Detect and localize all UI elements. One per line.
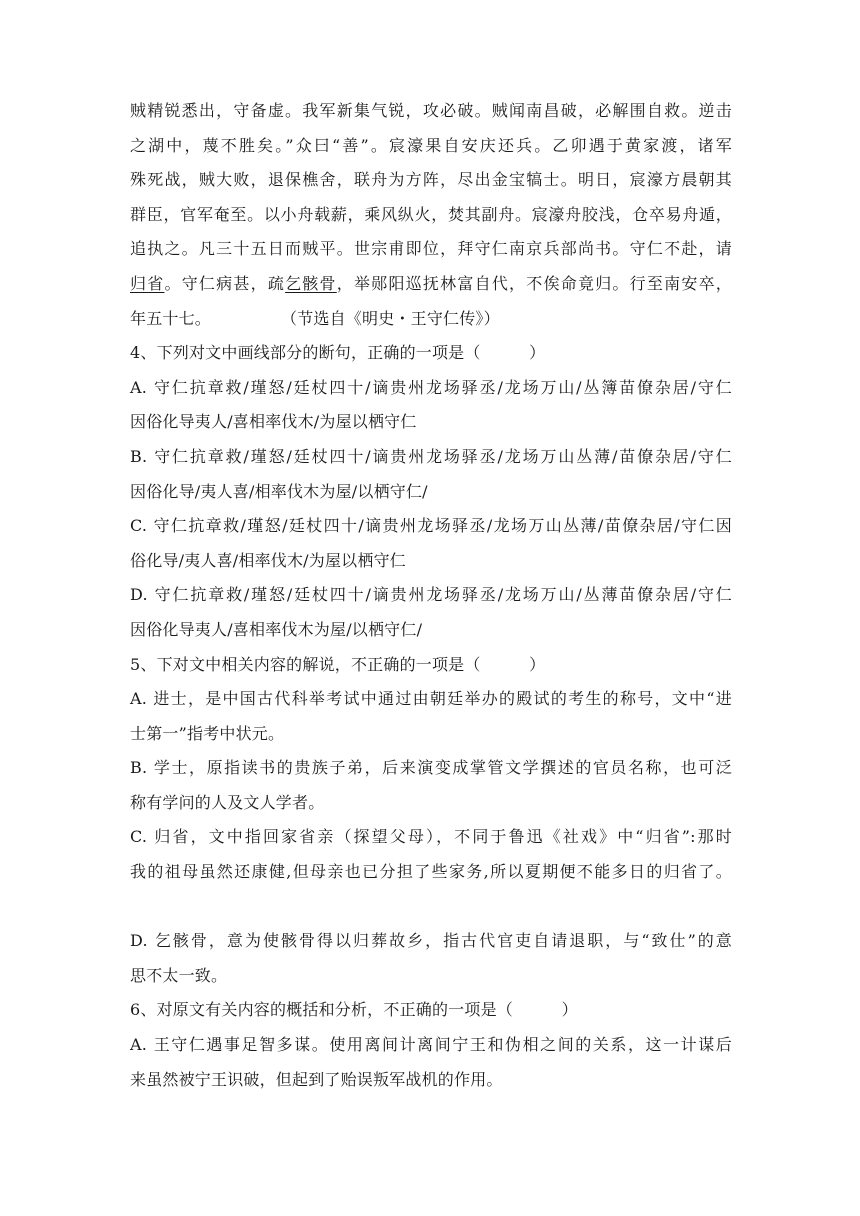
- option-a-cont: 因俗化导夷人/喜相率伐木/为屋以栖守仁: [130, 412, 417, 432]
- passage-text: ，举郧阳巡抚林富自代，不俟命竟归。行至南安卒，: [336, 273, 732, 293]
- option-d-cont: 因俗化导夷人/喜相率伐木为屋/以栖守仁/: [130, 619, 423, 639]
- option-c: C. 归省，文中指回家省亲（探望父母），不同于鲁迅《社戏》中“归省”:那时: [130, 827, 732, 847]
- option-d: D. 乞骸骨，意为使骸骨得以归葬故乡，指古代官吏自请退职，与“致仕”的意: [130, 931, 732, 951]
- passage-line: 贼精锐悉出，守备虚。我军新集气锐，攻必破。贼闻南昌破，必解围自救。逆击: [130, 101, 732, 120]
- underlined-term: 归省: [130, 273, 165, 293]
- blank-line: [130, 890, 732, 925]
- option-a: A. 进士，是中国古代科举考试中通过由朝廷举办的殿试的考生的称号，文中“进: [130, 689, 732, 709]
- passage-line: 追执之。凡三十五日而贼平。世宗甫即位，拜守仁南京兵部尚书。守仁不赴，请: [130, 239, 732, 259]
- question-5-stem: 5、下对文中相关内容的解说，不正确的一项是（ ）: [130, 654, 546, 674]
- underlined-term: 乞骸骨: [285, 273, 337, 293]
- document-page: [130, 94, 732, 1097]
- option-d: D. 守仁抗章救/瑾怒/廷杖四十/谪贵州龙场驿丞/龙场万山/丛薄苗僚杂居/守仁: [130, 585, 732, 605]
- passage-line: [130, 302, 732, 337]
- option-b-cont: 因俗化导/夷人喜/相率伐木为屋/以栖守仁/: [130, 481, 428, 501]
- option-d-cont: 思不太一致。: [130, 965, 228, 985]
- passage-text: 年五十七。: [130, 308, 212, 328]
- question-6-stem: 6、对原文有关内容的概括和分析，不正确的一项是（ ）: [130, 1000, 578, 1020]
- passage-line: [130, 267, 732, 302]
- option-b: B. 守仁抗章救/瑾怒/廷杖四十/谪贵州龙场驿丞/龙场万山丛薄/苗僚杂居/守仁: [130, 446, 732, 466]
- option-b: B. 学士，原指读书的贵族子弟，后来演变成掌管文学撰述的官员名称，也可泛: [130, 758, 732, 778]
- option-a: A. 守仁抗章救/瑾怒/廷杖四十/谪贵州龙场驿丞/龙场万山/丛簿苗僚杂居/守仁: [130, 377, 732, 397]
- passage-line: 之湖中，蔑不胜矣。”众曰“善”。宸濠果自安庆还兵。乙卯遇于黄家渡，诸军: [130, 135, 732, 155]
- option-a: A. 王守仁遇事足智多谋。使用离间计离间宁王和伪相之间的关系，这一计谋后: [130, 1035, 732, 1055]
- source-citation: （节选自《明史・王守仁传》）: [281, 308, 500, 328]
- option-a-cont: 来虽然被宁王识破，但起到了贻误叛军战机的作用。: [130, 1069, 503, 1089]
- passage-line: 殊死战，贼大败，退保樵舍，联舟为方阵，尽出金宝犒士。明日，宸濠方晨朝其: [130, 170, 732, 190]
- option-c-cont: 我的祖母虽然还康健,但母亲也已分担了些家务,所以夏期便不能多日的归省了。: [130, 862, 732, 882]
- passage-text: 。守仁病甚，疏: [164, 273, 286, 293]
- option-a-cont: 士第一”指考中状元。: [130, 723, 285, 743]
- option-b-cont: 称有学问的人及文人学者。: [130, 792, 325, 812]
- option-c-cont: 俗化导/夷人喜/相率伐木/为屋以栖守仁: [130, 550, 406, 570]
- option-c: C. 守仁抗章救/瑾怒/廷杖四十/谪贵州龙场驿丞/龙场万山丛薄/苗僚杂居/守仁因: [130, 516, 732, 536]
- question-4-stem: 4、下列对文中画线部分的断句，正确的一项是（ ）: [130, 343, 546, 363]
- passage-line: 群臣，官军奄至。以小舟载薪，乘风纵火，焚其副舟。宸濠舟胶浅，仓卒易舟遁，: [130, 204, 732, 224]
